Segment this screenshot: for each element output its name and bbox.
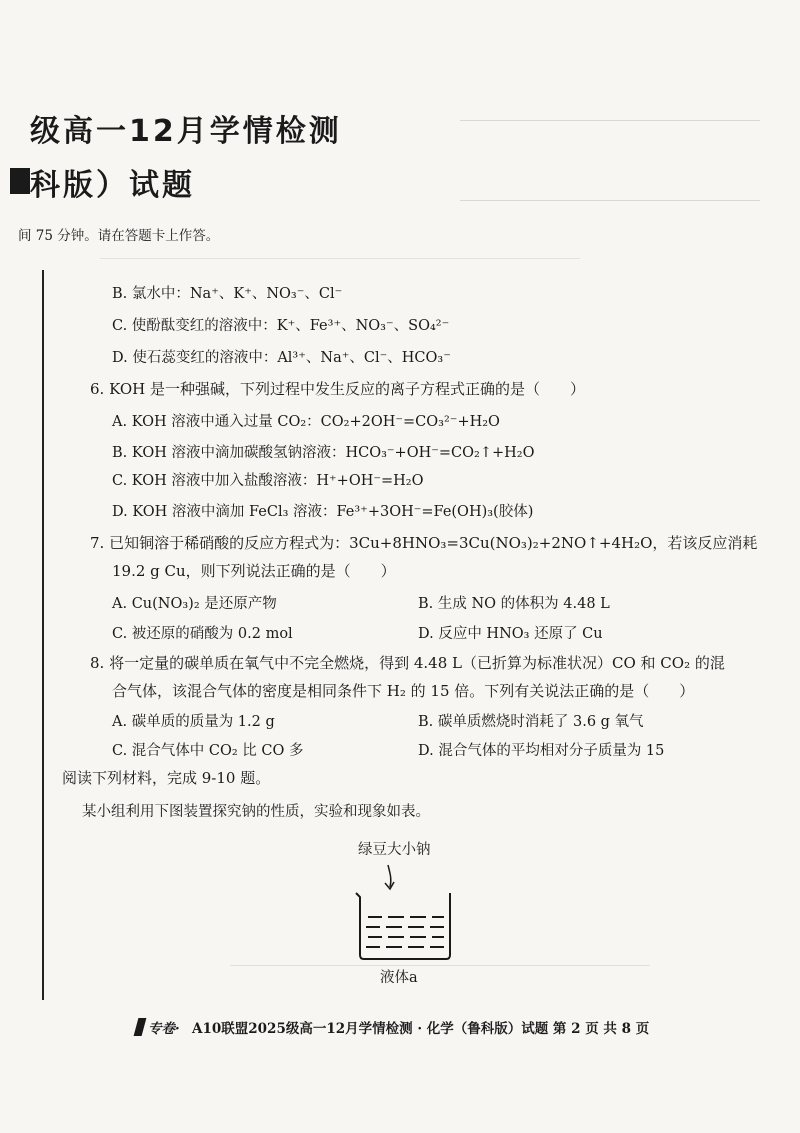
q6-option-c: C. KOH 溶液中加入盐酸溶液：H⁺+OH⁻=H₂O (112, 473, 424, 489)
q5-option-b: B. 氯水中：Na⁺、K⁺、NO₃⁻、Cl⁻ (112, 286, 343, 302)
q5-option-d: D. 使石蕊变红的溶液中：Al³⁺、Na⁺、Cl⁻、HCO₃⁻ (112, 350, 451, 366)
q8-option-d: D. 混合气体的平均相对分子质量为 15 (418, 743, 665, 759)
q6-option-b: B. KOH 溶液中滴加碳酸氢钠溶液：HCO₃⁻+OH⁻=CO₂↑+H₂O (112, 445, 535, 461)
footer-brand: 专卷· (148, 1021, 180, 1037)
figure-label-liquid: 液体a (380, 970, 418, 986)
arrow-head (385, 882, 394, 889)
q8-stem-line1: 8. 将一定量的碳单质在氧气中不完全燃烧，得到 4.48 L（已折算为标准状况）CO 和 CO₂ 的混 (90, 654, 725, 672)
exam-instruction: 间 75 分钟。请在答题卡上作答。 (18, 228, 220, 244)
q7-stem-line2: 19.2 g Cu，则下列说法正确的是（ ） (112, 562, 396, 580)
q7-option-c: C. 被还原的硝酸为 0.2 mol (112, 626, 293, 642)
reading-intro: 阅读下列材料，完成 9-10 题。 (62, 769, 271, 787)
q5-option-c: C. 使酚酞变红的溶液中：K⁺、Fe³⁺、NO₃⁻、SO₄²⁻ (112, 318, 450, 334)
q8-stem-line2: 合气体，该混合气体的密度是相同条件下 H₂ 的 15 倍。下列有关说法正确的是（ ） (112, 682, 695, 700)
q7-stem-line1: 7. 已知铜溶于稀硝酸的反应方程式为：3Cu+8HNO₃=3Cu(NO₃)₂+2NO↑+4H₂O，若该反应消耗 (90, 534, 758, 552)
q8-option-c: C. 混合气体中 CO₂ 比 CO 多 (112, 743, 304, 759)
arrow-line (388, 865, 391, 887)
q7-option-b: B. 生成 NO 的体积为 4.48 L (418, 596, 610, 612)
page-title-line1: 级高一12月学情检测 (30, 114, 342, 149)
q6-option-d: D. KOH 溶液中滴加 FeCl₃ 溶液：Fe³⁺+3OH⁻=Fe(OH)₃(胶体) (112, 504, 534, 520)
q8-option-a: A. 碳单质的质量为 1.2 g (112, 714, 275, 730)
q6-stem: 6. KOH 是一种强碱，下列过程中发生反应的离子方程式正确的是（ ） (90, 380, 586, 398)
q7-option-d: D. 反应中 HNO₃ 还原了 Cu (418, 626, 603, 642)
margin-line (42, 270, 44, 1000)
brand-mark-icon (134, 1018, 147, 1036)
q6-option-a: A. KOH 溶液中通入过量 CO₂：CO₂+2OH⁻=CO₃²⁻+H₂O (112, 414, 500, 430)
q8-option-b: B. 碳单质燃烧时消耗了 3.6 g 氧气 (418, 714, 644, 730)
figure-label-sodium: 绿豆大小钠 (358, 842, 431, 858)
page-title-line2: 科版）试题 (30, 168, 195, 203)
reading-description: 某小组利用下图装置探究钠的性质，实验和现象如表。 (82, 804, 430, 820)
footer-text: A10联盟2025级高一12月学情检测 · 化学（鲁科版）试题 第 2 页 共 8 页 (192, 1021, 650, 1037)
beaker-diagram (350, 855, 460, 965)
q7-option-a: A. Cu(NO₃)₂ 是还原产物 (112, 596, 277, 612)
cropped-glyph (10, 168, 30, 194)
